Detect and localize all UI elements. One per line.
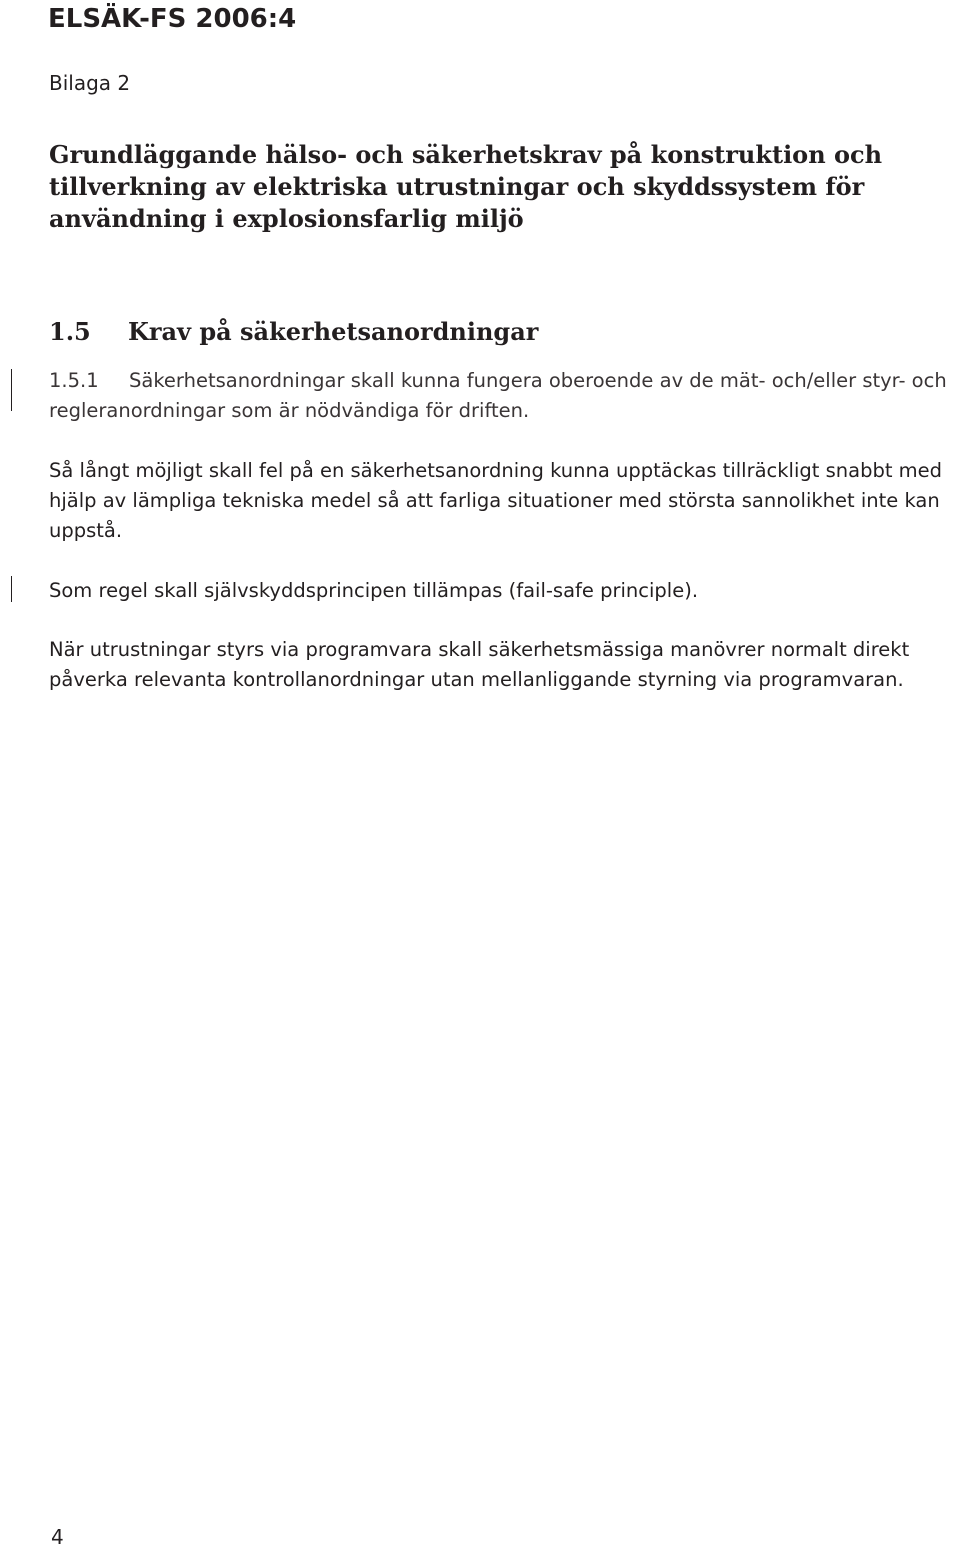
section-heading	[49, 317, 538, 346]
change-bar	[11, 369, 12, 411]
page-number: 4	[51, 1525, 64, 1549]
section-title: Krav på säkerhetsanordningar	[128, 317, 539, 346]
change-bar	[11, 576, 12, 602]
body-paragraph: När utrustningar styrs via programvara skall säkerhetsmässiga manövrer normalt direkt påverka relevanta kontrollanordningar utan mellanliggande styrning via programvaran.	[49, 638, 910, 691]
document-title: Grundläggande hälso- och säkerhetskrav på konstruktion och tillverkning av elektriska utrustningar och skyddssystem för användning i explosionsfarlig miljö	[49, 140, 883, 233]
appendix-label: Bilaga 2	[49, 71, 131, 95]
document-code: ELSÄK-FS 2006:4	[48, 4, 297, 34]
clause-number: 1.5.1	[49, 369, 99, 392]
clause-paragraph	[49, 366, 954, 426]
clause-text: Säkerhetsanordningar skall kunna fungera oberoende av de mät- och/eller styr- och regleranordningar som är nödvändiga för driften.	[49, 369, 947, 422]
section-number: 1.5	[49, 317, 91, 346]
body-paragraph: Så långt möjligt skall fel på en säkerhetsanordning kunna upptäckas tillräckligt snabbt med hjälp av lämpliga tekniska medel så att farliga situationer med största sannolikhet inte kan uppstå.	[49, 459, 943, 542]
body-paragraph: Som regel skall självskyddsprincipen tillämpas (fail-safe principle).	[49, 579, 699, 602]
